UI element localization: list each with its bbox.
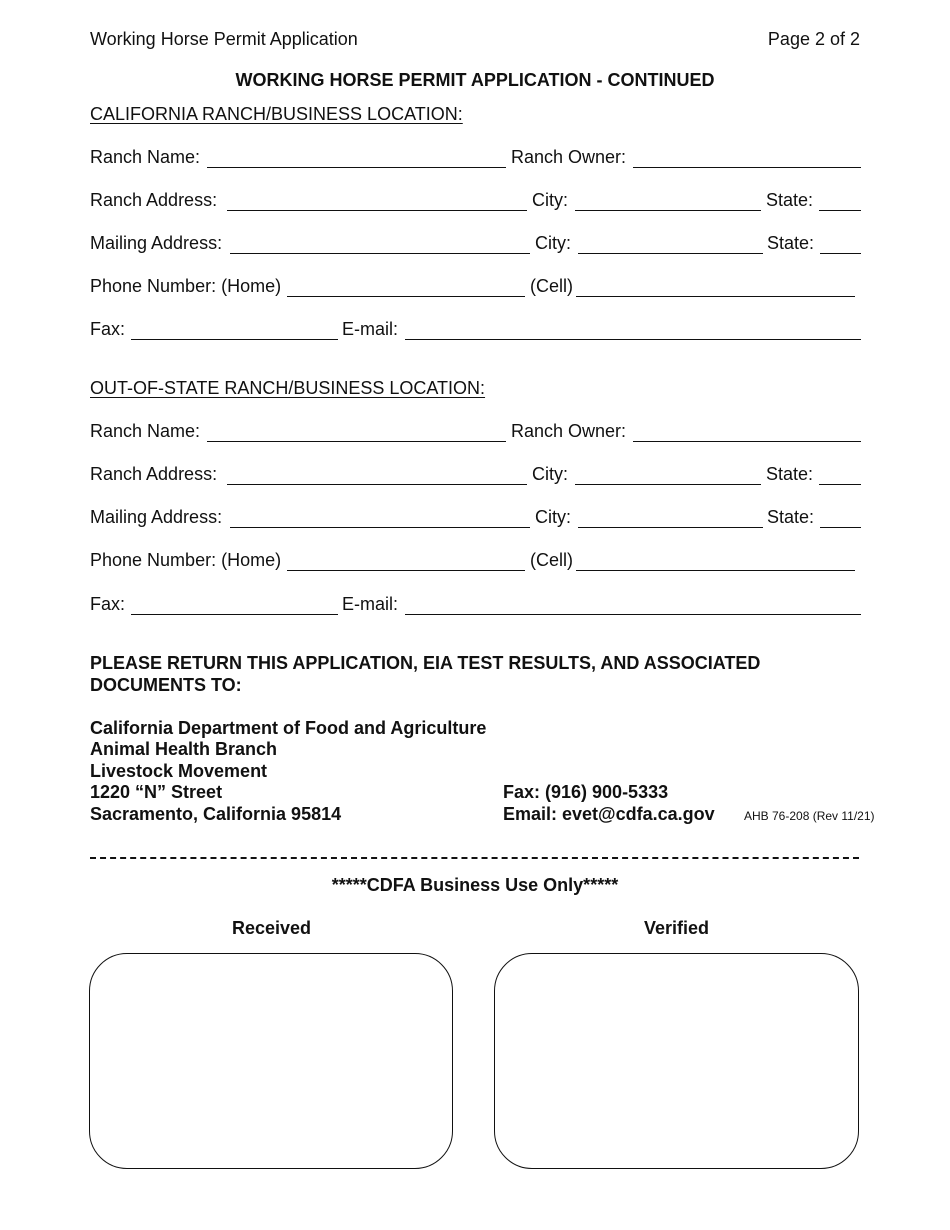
ca-cell-label: (Cell) (530, 276, 573, 296)
address-branch: Animal Health Branch (90, 739, 278, 759)
ca-cell-field[interactable] (576, 296, 855, 297)
oos-ranch-name-field[interactable] (207, 441, 506, 442)
form-id: AHB 76-208 (Rev 11/21) (744, 809, 875, 823)
ca-ranch-state-field[interactable] (819, 210, 861, 211)
oos-ranch-owner-label: Ranch Owner: (511, 421, 627, 441)
oos-cell-field[interactable] (576, 570, 855, 571)
ca-mailing-address-row (90, 233, 861, 257)
oos-mailing-address-field[interactable] (230, 527, 530, 528)
business-use-heading: *****CDFA Business Use Only***** (331, 875, 619, 895)
ca-mailing-city-label: City: (535, 233, 571, 253)
oos-ranch-state-label: State: (766, 464, 814, 484)
oos-fax-field[interactable] (131, 614, 338, 615)
oos-ranch-owner-field[interactable] (633, 441, 861, 442)
ca-mailing-city-field[interactable] (578, 253, 763, 254)
document-name: Working Horse Permit Application (90, 29, 358, 49)
oos-mailing-state-label: State: (767, 507, 815, 527)
address-city: Sacramento, California 95814 (90, 804, 342, 824)
ca-ranch-address-label: Ranch Address: (90, 190, 218, 210)
oos-ranch-city-field[interactable] (575, 484, 761, 485)
address-org: California Department of Food and Agriculture (90, 718, 487, 738)
ca-ranch-owner-label: Ranch Owner: (511, 147, 627, 167)
ca-email-field[interactable] (405, 339, 861, 340)
received-label: Received (231, 918, 312, 938)
ca-fax-email-row (90, 319, 861, 343)
address-street: 1220 “N” Street (90, 782, 223, 802)
ca-fax-label: Fax: (90, 319, 126, 339)
page-number: Page 2 of 2 (767, 29, 860, 49)
dashed-divider (90, 857, 859, 859)
ca-email-label: E-mail: (342, 319, 399, 339)
ca-mailing-state-label: State: (767, 233, 815, 253)
ca-mailing-address-field[interactable] (230, 253, 530, 254)
ca-phone-row (90, 276, 861, 300)
oos-email-field[interactable] (405, 614, 861, 615)
oos-mailing-city-field[interactable] (578, 527, 763, 528)
ca-ranch-address-field[interactable] (227, 210, 527, 211)
oos-ranch-address-row (90, 464, 861, 488)
oos-phone-row (90, 550, 861, 574)
ca-ranch-city-label: City: (532, 190, 568, 210)
verified-stamp-box (494, 953, 859, 1169)
oos-mailing-city-label: City: (535, 507, 571, 527)
address-unit: Livestock Movement (90, 761, 268, 781)
ca-ranch-name-label: Ranch Name: (90, 147, 201, 167)
ca-ranch-name-field[interactable] (207, 167, 506, 168)
oos-ranch-state-field[interactable] (819, 484, 861, 485)
ca-ranch-owner-field[interactable] (633, 167, 861, 168)
oos-ranch-city-label: City: (532, 464, 568, 484)
ca-phone-home-field[interactable] (287, 296, 525, 297)
ca-mailing-address-label: Mailing Address: (90, 233, 223, 253)
oos-cell-label: (Cell) (530, 550, 573, 570)
ca-ranch-name-row (90, 147, 861, 171)
oos-phone-home-field[interactable] (287, 570, 525, 571)
oos-fax-email-row (90, 594, 861, 618)
ca-mailing-state-field[interactable] (820, 253, 861, 254)
ca-ranch-city-field[interactable] (575, 210, 761, 211)
received-stamp-box (89, 953, 453, 1169)
contact-fax: Fax: (916) 900-5333 (503, 782, 669, 802)
oos-fax-label: Fax: (90, 594, 126, 614)
verified-label: Verified (643, 918, 710, 938)
ca-phone-home-label: Phone Number: (Home) (90, 276, 282, 296)
contact-email[interactable]: Email: evet@cdfa.ca.gov (503, 804, 715, 824)
return-instructions-line2: DOCUMENTS TO: (90, 675, 242, 695)
oos-ranch-name-row (90, 421, 861, 445)
oos-mailing-address-row (90, 507, 861, 531)
return-instructions-line1: PLEASE RETURN THIS APPLICATION, EIA TEST RESULTS, AND ASSOCIATED (90, 653, 761, 673)
oos-section-heading: OUT-OF-STATE RANCH/BUSINESS LOCATION: (90, 378, 486, 398)
ca-fax-field[interactable] (131, 339, 338, 340)
oos-mailing-address-label: Mailing Address: (90, 507, 223, 527)
page-title: WORKING HORSE PERMIT APPLICATION - CONTINUED (235, 70, 715, 90)
oos-ranch-name-label: Ranch Name: (90, 421, 201, 441)
oos-ranch-address-field[interactable] (227, 484, 527, 485)
ca-ranch-address-row (90, 190, 861, 214)
oos-mailing-state-field[interactable] (820, 527, 861, 528)
oos-phone-home-label: Phone Number: (Home) (90, 550, 282, 570)
oos-ranch-address-label: Ranch Address: (90, 464, 218, 484)
ca-section-heading: CALIFORNIA RANCH/BUSINESS LOCATION: (90, 104, 463, 124)
ca-ranch-state-label: State: (766, 190, 814, 210)
oos-email-label: E-mail: (342, 594, 399, 614)
